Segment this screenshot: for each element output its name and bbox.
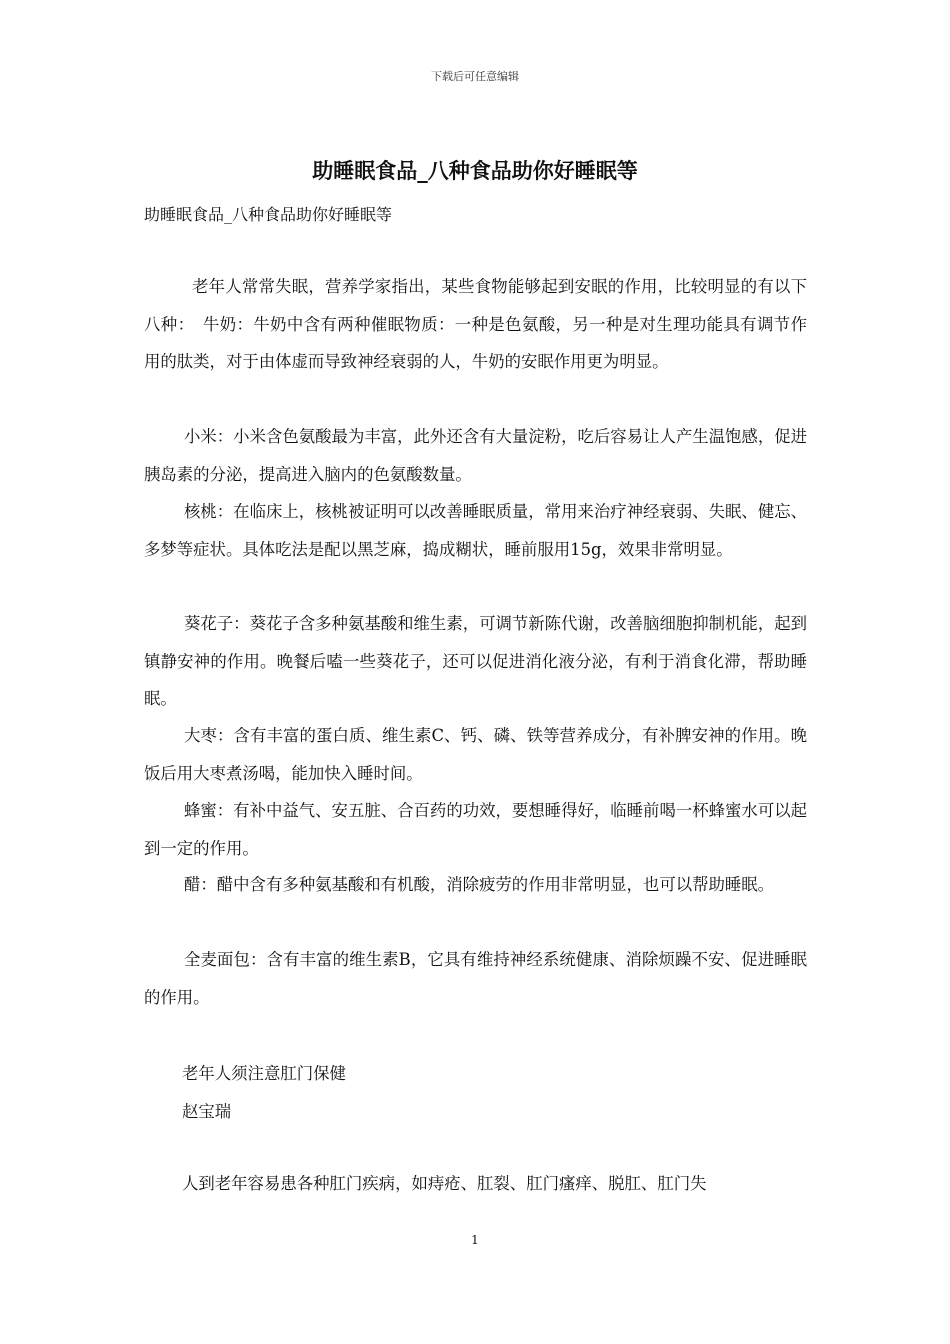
paragraph-honey: 蜂蜜：有补中益气、安五脏、合百药的功效，要想睡得好，临睡前喝一杯蜂蜜水可以起到一定的作用。 xyxy=(144,801,807,858)
header-note: 下载后可任意编辑 xyxy=(431,70,519,83)
paragraph-whole-wheat-bread: 全麦面包：含有丰富的维生素B，它具有维持神经系统健康、消除烦躁不安、促进睡眠的作用。 xyxy=(144,950,807,1007)
paragraph-vinegar: 醋：醋中含有多种氨基酸和有机酸，消除疲劳的作用非常明显，也可以帮助睡眠。 xyxy=(184,875,775,894)
paragraph-intro-milk: 老年人常常失眠，营养学家指出，某些食物能够起到安眠的作用，比较明显的有以下八种： 牛奶：牛奶中含有两种催眠物质：一种是色氨酸，另一种是对生理功能具有调节作用的肽类，对于由体虚而导致神经衰弱的人，牛奶的安眠作用更为明显。 xyxy=(144,277,807,371)
document-title: 助睡眠食品_八种食品助你好睡眠等 xyxy=(312,159,638,183)
article2-title: 老年人须注意肛门保健 xyxy=(182,1064,346,1083)
page-number: 1 xyxy=(471,1233,479,1247)
paragraph-jujube: 大枣：含有丰富的蛋白质、维生素C、钙、磷、铁等营养成分，有补脾安神的作用。晚饭后用大枣煮汤喝，能加快入睡时间。 xyxy=(144,726,807,783)
paragraph-millet: 小米：小米含色氨酸最为丰富，此外还含有大量淀粉，吃后容易让人产生温饱感，促进胰岛素的分泌，提高进入脑内的色氨酸数量。 xyxy=(144,427,807,484)
document-subtitle: 助睡眠食品_八种食品助你好睡眠等 xyxy=(144,205,393,224)
paragraph-sunflower-seed: 葵花子：葵花子含多种氨基酸和维生素，可调节新陈代谢，改善脑细胞抑制机能，起到镇静安神的作用。晚餐后嗑一些葵花子，还可以促进消化液分泌，有利于消食化滞，帮助睡眠。 xyxy=(144,614,807,708)
article2-author: 赵宝瑞 xyxy=(182,1102,232,1121)
article2-first-line: 人到老年容易患各种肛门疾病，如痔疮、肛裂、肛门瘙痒、脱肛、肛门失 xyxy=(182,1174,707,1193)
paragraph-walnut: 核桃：在临床上，核桃被证明可以改善睡眠质量，常用来治疗神经衰弱、失眠、健忘、多梦等症状。具体吃法是配以黑芝麻，捣成糊状，睡前服用15g，效果非常明显。 xyxy=(144,502,807,559)
